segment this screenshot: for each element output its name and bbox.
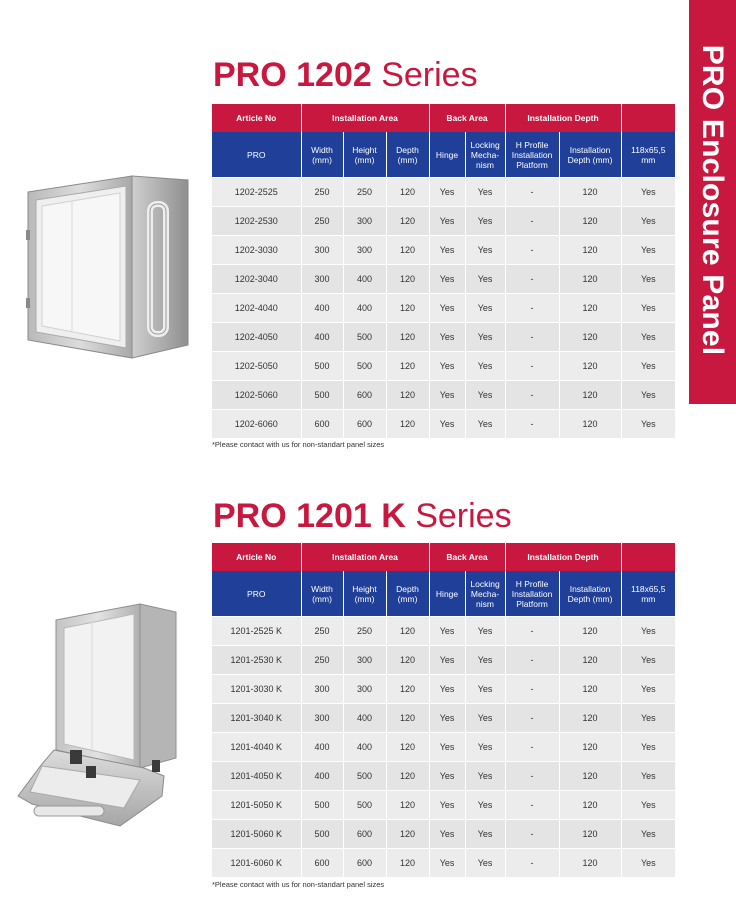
- table-cell: 120: [559, 617, 621, 646]
- table-cell: 300: [343, 236, 386, 265]
- table-cell: Yes: [465, 849, 505, 878]
- table-cell: Yes: [429, 381, 465, 410]
- header-blank: [621, 543, 675, 571]
- table-cell: 1202-5050: [212, 352, 301, 381]
- table-cell: -: [505, 617, 559, 646]
- table-cell: 500: [301, 820, 343, 849]
- table-cell: Yes: [621, 704, 675, 733]
- table-cell: -: [505, 236, 559, 265]
- table-cell: 600: [301, 410, 343, 439]
- table-cell: Yes: [429, 849, 465, 878]
- table-cell: Yes: [621, 646, 675, 675]
- table-cell: Yes: [429, 733, 465, 762]
- table-cell: 500: [343, 762, 386, 791]
- table-row: [212, 323, 675, 352]
- header-installation-depth: Installation Depth: [505, 543, 621, 571]
- table-cell: Yes: [465, 352, 505, 381]
- table-cell: 400: [343, 265, 386, 294]
- table-cell: Yes: [429, 762, 465, 791]
- table-cell: -: [505, 675, 559, 704]
- table-cell: Yes: [465, 207, 505, 236]
- table-cell: 600: [343, 410, 386, 439]
- table-cell: Yes: [465, 704, 505, 733]
- table-cell: Yes: [429, 675, 465, 704]
- table-cell: -: [505, 762, 559, 791]
- table-cell: Yes: [621, 236, 675, 265]
- table-cell: 120: [386, 617, 429, 646]
- table-cell: 300: [301, 236, 343, 265]
- table-cell: Yes: [621, 207, 675, 236]
- table-row: [212, 294, 675, 323]
- sub-header-install-depth: Installation Depth (mm): [559, 571, 621, 617]
- side-tab-label: PRO Enclosure Panel: [696, 44, 729, 356]
- table-row: [212, 762, 675, 791]
- table-cell: 120: [386, 178, 429, 207]
- table-cell: Yes: [621, 675, 675, 704]
- table-cell: 120: [559, 849, 621, 878]
- table-cell: 300: [301, 704, 343, 733]
- table-cell: 250: [301, 617, 343, 646]
- table-cell: 120: [559, 381, 621, 410]
- table-cell: 500: [343, 791, 386, 820]
- table-cell: 120: [386, 294, 429, 323]
- table-cell: Yes: [465, 646, 505, 675]
- table-cell: Yes: [621, 733, 675, 762]
- table-cell: 120: [386, 236, 429, 265]
- sub-header-depth: Depth (mm): [386, 571, 429, 617]
- table-cell: 400: [301, 733, 343, 762]
- table-cell: 1202-2525: [212, 178, 301, 207]
- table-cell: Yes: [429, 294, 465, 323]
- table-cell: Yes: [465, 294, 505, 323]
- series-title-strong: PRO 1201 K: [213, 497, 406, 535]
- table-cell: 120: [559, 820, 621, 849]
- table-cell: 120: [386, 381, 429, 410]
- table-cell: 500: [301, 381, 343, 410]
- table-cell: 500: [343, 352, 386, 381]
- table-cell: 120: [386, 207, 429, 236]
- table-cell: 120: [386, 791, 429, 820]
- series-title-pro-1202: [213, 58, 478, 92]
- table-cell: Yes: [429, 178, 465, 207]
- table-cell: -: [505, 820, 559, 849]
- sub-header-install-depth: Installation Depth (mm): [559, 132, 621, 178]
- table-cell: 120: [559, 762, 621, 791]
- table-cell: 1201-2525 K: [212, 617, 301, 646]
- table-cell: Yes: [429, 352, 465, 381]
- table-cell: 120: [559, 646, 621, 675]
- table-cell: 1201-5050 K: [212, 791, 301, 820]
- table-cell: 250: [343, 617, 386, 646]
- table-cell: 250: [301, 178, 343, 207]
- table-cell: 120: [386, 410, 429, 439]
- table-cell: 1201-4050 K: [212, 762, 301, 791]
- table-cell: Yes: [429, 704, 465, 733]
- table-cell: 400: [301, 762, 343, 791]
- table-cell: Yes: [465, 675, 505, 704]
- table-cell: -: [505, 178, 559, 207]
- table-cell: 1202-6060: [212, 410, 301, 439]
- table-cell: Yes: [621, 820, 675, 849]
- table-row: [212, 178, 675, 207]
- table-cell: -: [505, 410, 559, 439]
- table-cell: 600: [343, 820, 386, 849]
- sub-header-width: Width (mm): [301, 571, 343, 617]
- header-article-no: Article No: [212, 104, 301, 132]
- table-cell: -: [505, 704, 559, 733]
- table-cell: 400: [343, 294, 386, 323]
- table-cell: -: [505, 294, 559, 323]
- table-row: [212, 820, 675, 849]
- table-cell: Yes: [429, 410, 465, 439]
- table-cell: Yes: [429, 323, 465, 352]
- table-cell: Yes: [465, 265, 505, 294]
- table-cell: 120: [559, 178, 621, 207]
- table-row: [212, 733, 675, 762]
- table-row: [212, 791, 675, 820]
- footnote-pro-1202: *Please contact with us for non-standart panel sizes: [212, 440, 385, 449]
- series-title-strong: PRO 1202: [213, 56, 372, 94]
- table-cell: 120: [386, 762, 429, 791]
- table-cell: -: [505, 207, 559, 236]
- table-cell: 120: [386, 675, 429, 704]
- table-cell: -: [505, 323, 559, 352]
- spec-table-pro-1202: [212, 104, 675, 438]
- table-row: [212, 352, 675, 381]
- table-cell: 120: [386, 849, 429, 878]
- table-cell: 500: [301, 791, 343, 820]
- table-cell: Yes: [465, 178, 505, 207]
- table-cell: -: [505, 791, 559, 820]
- table-cell: 120: [386, 733, 429, 762]
- table-cell: 120: [386, 323, 429, 352]
- table-cell: 120: [559, 323, 621, 352]
- table-cell: 600: [343, 381, 386, 410]
- table-cell: 120: [559, 704, 621, 733]
- table-cell: 120: [559, 791, 621, 820]
- table-cell: Yes: [429, 791, 465, 820]
- table-row: [212, 207, 675, 236]
- table-row: [212, 849, 675, 878]
- spec-table-body: [212, 178, 675, 439]
- sub-header-height: Height (mm): [343, 132, 386, 178]
- header-back-area: Back Area: [429, 104, 505, 132]
- table-cell: 1202-4040: [212, 294, 301, 323]
- table-row: [212, 236, 675, 265]
- table-cell: 120: [559, 265, 621, 294]
- header-group-row: [212, 104, 675, 132]
- table-cell: 1202-3030: [212, 236, 301, 265]
- table-cell: Yes: [621, 178, 675, 207]
- header-back-area: Back Area: [429, 543, 505, 571]
- table-row: [212, 410, 675, 439]
- enclosure-closed-image: [22, 170, 198, 360]
- sub-header-locking: Locking Mecha- nism: [465, 132, 505, 178]
- table-cell: 120: [386, 820, 429, 849]
- table-cell: Yes: [465, 410, 505, 439]
- table-cell: 1202-4050: [212, 323, 301, 352]
- header-installation-area: Installation Area: [301, 543, 429, 571]
- table-cell: Yes: [621, 352, 675, 381]
- table-cell: Yes: [465, 323, 505, 352]
- table-row: [212, 265, 675, 294]
- table-row: [212, 617, 675, 646]
- table-cell: -: [505, 381, 559, 410]
- sub-header-size: 118x65,5 mm: [621, 571, 675, 617]
- table-cell: Yes: [621, 791, 675, 820]
- header-blank: [621, 104, 675, 132]
- table-cell: Yes: [621, 323, 675, 352]
- footnote-pro-1201k: *Please contact with us for non-standart panel sizes: [212, 880, 385, 889]
- table-cell: 1201-3040 K: [212, 704, 301, 733]
- table-row: [212, 675, 675, 704]
- table-cell: 250: [301, 207, 343, 236]
- table-cell: 600: [343, 849, 386, 878]
- table-cell: 1201-5060 K: [212, 820, 301, 849]
- table-row: [212, 704, 675, 733]
- sub-header-row: [212, 132, 675, 178]
- table-cell: 1201-4040 K: [212, 733, 301, 762]
- table-cell: 300: [343, 207, 386, 236]
- table-cell: 400: [301, 294, 343, 323]
- table-cell: 120: [559, 733, 621, 762]
- sub-header-width: Width (mm): [301, 132, 343, 178]
- table-cell: 1201-3030 K: [212, 675, 301, 704]
- table-cell: Yes: [465, 236, 505, 265]
- sub-header-hinge: Hinge: [429, 571, 465, 617]
- series-title-light: Series: [405, 497, 512, 535]
- table-cell: Yes: [429, 646, 465, 675]
- table-cell: Yes: [429, 265, 465, 294]
- table-cell: -: [505, 265, 559, 294]
- table-cell: 500: [301, 352, 343, 381]
- table-cell: Yes: [465, 381, 505, 410]
- table-cell: 300: [301, 675, 343, 704]
- sub-header-height: Height (mm): [343, 571, 386, 617]
- sub-header-depth: Depth (mm): [386, 132, 429, 178]
- series-title-light: Series: [371, 56, 478, 94]
- table-cell: 400: [301, 323, 343, 352]
- sub-header-locking: Locking Mecha- nism: [465, 571, 505, 617]
- table-cell: 120: [559, 410, 621, 439]
- table-cell: 1202-2530: [212, 207, 301, 236]
- table-cell: -: [505, 352, 559, 381]
- header-installation-depth: Installation Depth: [505, 104, 621, 132]
- spec-table-pro-1201k: [212, 543, 675, 877]
- sub-header-pro: PRO: [212, 132, 301, 178]
- sub-header-size: 118x65,5 mm: [621, 132, 675, 178]
- table-cell: Yes: [621, 617, 675, 646]
- table-cell: Yes: [621, 294, 675, 323]
- table-cell: Yes: [465, 791, 505, 820]
- table-cell: 120: [386, 704, 429, 733]
- header-group-row: [212, 543, 675, 571]
- enclosure-open-image: [12, 600, 208, 836]
- header-article-no: Article No: [212, 543, 301, 571]
- table-cell: 300: [343, 646, 386, 675]
- table-cell: Yes: [621, 410, 675, 439]
- table-cell: Yes: [429, 236, 465, 265]
- sub-header-pro: PRO: [212, 571, 301, 617]
- table-cell: 300: [301, 265, 343, 294]
- sub-header-row: [212, 571, 675, 617]
- table-cell: 120: [559, 207, 621, 236]
- table-cell: -: [505, 849, 559, 878]
- table-cell: Yes: [429, 820, 465, 849]
- table-cell: -: [505, 733, 559, 762]
- table-cell: 500: [343, 323, 386, 352]
- header-installation-area: Installation Area: [301, 104, 429, 132]
- table-cell: 250: [343, 178, 386, 207]
- table-cell: Yes: [621, 381, 675, 410]
- side-tab: [689, 0, 736, 404]
- table-cell: Yes: [429, 207, 465, 236]
- table-cell: 1202-5060: [212, 381, 301, 410]
- table-cell: 120: [559, 352, 621, 381]
- table-row: [212, 381, 675, 410]
- table-cell: 120: [559, 236, 621, 265]
- table-cell: 1202-3040: [212, 265, 301, 294]
- table-cell: Yes: [465, 820, 505, 849]
- table-cell: 300: [343, 675, 386, 704]
- table-cell: Yes: [465, 733, 505, 762]
- spec-table-body: [212, 617, 675, 878]
- table-cell: Yes: [429, 617, 465, 646]
- table-cell: 400: [343, 704, 386, 733]
- table-cell: 120: [386, 646, 429, 675]
- table-cell: 120: [386, 265, 429, 294]
- table-cell: Yes: [465, 762, 505, 791]
- table-cell: 1201-2530 K: [212, 646, 301, 675]
- series-title-pro-1201k: [213, 499, 512, 533]
- table-cell: 250: [301, 646, 343, 675]
- table-cell: Yes: [621, 762, 675, 791]
- table-cell: 120: [559, 675, 621, 704]
- table-cell: -: [505, 646, 559, 675]
- table-cell: 600: [301, 849, 343, 878]
- table-cell: Yes: [621, 265, 675, 294]
- table-cell: Yes: [465, 617, 505, 646]
- table-row: [212, 646, 675, 675]
- sub-header-h-profile: H Profile Installation Platform: [505, 571, 559, 617]
- sub-header-hinge: Hinge: [429, 132, 465, 178]
- table-cell: 120: [559, 294, 621, 323]
- table-cell: 1201-6060 K: [212, 849, 301, 878]
- table-cell: 120: [386, 352, 429, 381]
- table-cell: Yes: [621, 849, 675, 878]
- table-cell: 400: [343, 733, 386, 762]
- sub-header-h-profile: H Profile Installation Platform: [505, 132, 559, 178]
